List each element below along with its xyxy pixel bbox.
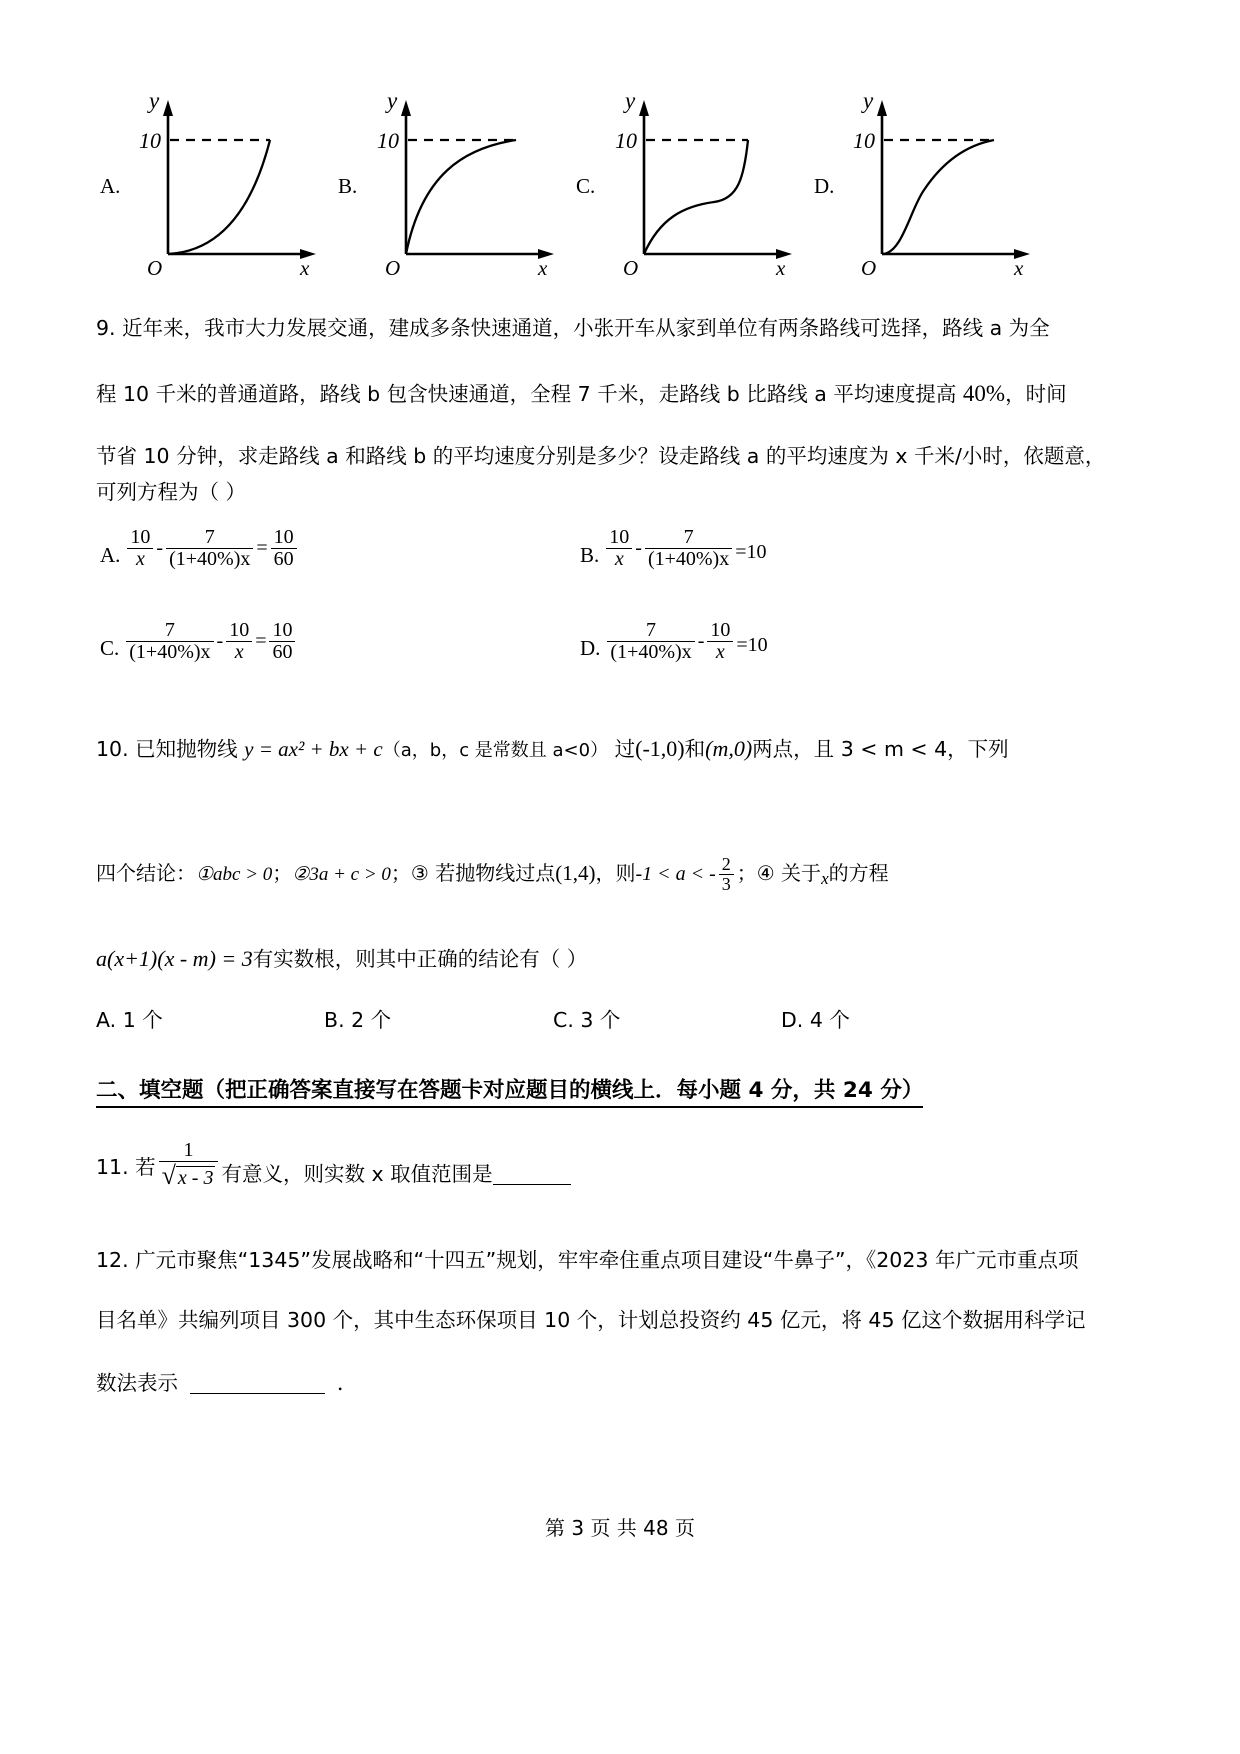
question10-conclusion-3-marker: ③ <box>410 860 429 885</box>
question10-conclusion-4-text: 关于 <box>774 860 822 885</box>
graph-option-a <box>96 78 334 278</box>
svg-text:x: x <box>776 256 786 278</box>
frac-denominator <box>159 1162 219 1189</box>
svg-text:y: y <box>625 88 636 113</box>
svg-text:x: x <box>300 256 310 278</box>
question9-option-c-rhs-frac <box>269 620 295 663</box>
svg-text:10: 10 <box>615 128 637 153</box>
question12-line3-lead: 数法表示 <box>96 1371 178 1395</box>
svg-text:10: 10 <box>853 128 875 153</box>
question11-lead: 11. 若 <box>96 1154 156 1179</box>
question9-option-b-frac1 <box>606 527 632 570</box>
question10-sep-2: ； <box>390 860 411 885</box>
svg-text:y: y <box>387 88 398 113</box>
question9-option-a-frac1 <box>127 527 153 570</box>
question9-option-d-frac2 <box>707 620 733 663</box>
frac-numerator: 10 <box>271 527 297 549</box>
frac-denominator: x <box>135 548 145 570</box>
graph-option-row <box>96 78 1096 278</box>
frac-denominator: (1+40%)x <box>129 641 211 663</box>
frac-numerator: 2 <box>719 855 734 875</box>
question9-option-d-operator: - <box>697 630 705 652</box>
frac-numerator: 1 <box>159 1140 219 1162</box>
question9-line2-text-b: ，时间 <box>1005 382 1067 406</box>
question10-point2: (m,0) <box>705 736 753 761</box>
frac-denominator: 60 <box>272 641 293 663</box>
question9-line4: 可列方程为（ ） <box>96 480 247 504</box>
svg-text:10: 10 <box>377 128 399 153</box>
question10-conclusion-3-point: (1,4) <box>555 860 596 885</box>
frac-numerator: 10 <box>127 527 153 549</box>
question10-conclusion-3-text: 若抛物线过点 <box>428 860 556 885</box>
question9-option-d-equals: = <box>736 634 748 656</box>
question10-formula: y = ax² + bx + c <box>244 737 383 761</box>
frac-denominator: (1+40%)x <box>169 548 251 570</box>
question9-line2 <box>96 382 1146 405</box>
question9-option-d-letter: D. <box>580 636 601 660</box>
frac-denominator: x <box>234 641 244 663</box>
question9-option-a-letter: A. <box>100 543 121 567</box>
question10-answer-b[interactable]: B. 2 个 <box>324 1008 392 1032</box>
graph-option-b <box>334 78 572 278</box>
question10-answer-d[interactable]: D. 4 个 <box>781 1008 850 1032</box>
question10-line3-formula: a(x+1)(x - m) = 3 <box>96 946 253 971</box>
question10-sep-3: ； <box>736 860 757 885</box>
question10-line2 <box>96 855 1146 894</box>
frac-numerator: 7 <box>645 527 732 549</box>
svg-text:O: O <box>861 256 877 278</box>
graph-c-svg <box>598 78 798 278</box>
question9-option-c-frac2 <box>226 620 252 663</box>
svg-text:O: O <box>385 256 401 278</box>
svg-text:O: O <box>623 256 639 278</box>
question9-option-a[interactable] <box>100 527 300 570</box>
question12-line1: 12. 广元市聚焦“1345”发展战略和“十四五”规划，牢牢牵住重点项目建设“牛鼻子”，《2023 年广元市重点项 <box>96 1248 1079 1272</box>
question9-option-c-letter: C. <box>100 636 120 660</box>
question10-and: 和 <box>684 737 706 761</box>
frac-denominator: 60 <box>273 548 294 570</box>
svg-text:10: 10 <box>139 128 161 153</box>
question11-fraction <box>159 1140 219 1189</box>
question10-conclusion-3-then: ，则 <box>595 860 636 885</box>
question9-option-c-equals: = <box>255 630 267 652</box>
svg-text:x: x <box>1014 256 1024 278</box>
question9-line3: 节省 10 分钟，求走路线 a 和路线 b 的平均速度分别是多少？设走路线 a 的平均速度为 x 千米/小时，依题意， <box>96 444 1106 468</box>
question10-conclusion-3-fraction <box>719 855 734 894</box>
question10-line2-lead: 四个结论： <box>96 860 196 885</box>
svg-text:y: y <box>149 88 160 113</box>
question9-option-d-rhs <box>736 634 767 657</box>
question10-line3 <box>96 948 1146 970</box>
question10-answer-c[interactable]: C. 3 个 <box>553 1008 621 1032</box>
graph-d-svg <box>836 78 1036 278</box>
question9-option-d-rhs-value: 10 <box>747 634 768 656</box>
frac-numerator: 10 <box>707 620 733 642</box>
question9-percent-value: 40% <box>962 381 1006 406</box>
sqrt-radicand: x - 3 <box>177 1167 214 1189</box>
question9-option-d[interactable] <box>580 620 768 663</box>
question11-tail: 有意义，则实数 x 取值范围是 <box>221 1162 493 1187</box>
graph-option-d-label: D. <box>814 174 835 198</box>
frac-denominator: x <box>715 641 725 663</box>
question11 <box>96 1140 571 1189</box>
question12-line3 <box>96 1372 1146 1394</box>
question9-option-b-letter: B. <box>580 543 600 567</box>
question9-option-c[interactable] <box>100 620 298 663</box>
graph-b-svg <box>360 78 560 278</box>
question9-option-b-equals: = <box>735 541 747 563</box>
question12-line2: 目名单》共编列项目 300 个，其中生态环保项目 10 个，计划总投资约 45 亿元，将 45 亿这个数据用科学记 <box>96 1308 1086 1332</box>
frac-denominator: (1+40%)x <box>647 548 730 570</box>
question9-option-d-frac1 <box>607 620 694 663</box>
question9-option-c-operator: - <box>216 630 224 652</box>
sqrt-icon <box>162 1162 216 1189</box>
svg-text:y: y <box>863 88 874 113</box>
frac-numerator: 10 <box>606 527 632 549</box>
question12-answer-blank[interactable] <box>190 1372 325 1394</box>
question9-line1: 9. 近年来，我市大力发展交通，建成多条快速通道，小张开车从家到单位有两条路线可选择，路线 a 为全 <box>96 316 1050 340</box>
graph-a-svg <box>122 78 322 278</box>
frac-denominator: 3 <box>721 873 731 894</box>
question9-option-b[interactable] <box>580 527 766 570</box>
question9-option-a-equals: = <box>256 537 268 559</box>
question9-option-b-rhs-value: 10 <box>746 541 767 563</box>
question9-option-a-frac2 <box>166 527 253 570</box>
radical-symbol: √ <box>161 1161 176 1190</box>
question9-option-a-operator: - <box>156 537 164 559</box>
question10-mid: 过 <box>608 737 636 761</box>
svg-text:O: O <box>147 256 163 278</box>
question10-conclusion-4-marker: ④ <box>756 860 775 885</box>
question9-option-b-operator: - <box>635 537 642 559</box>
question9-option-c-frac1 <box>126 620 213 663</box>
question10-after-points: 两点，且 3 < m < 4，下列 <box>752 737 1009 761</box>
question10-conclusion-4-tail: 的方程 <box>828 860 889 885</box>
frac-denominator: x <box>614 548 624 570</box>
graph-option-c-label: C. <box>576 174 596 198</box>
svg-text:x: x <box>538 256 548 278</box>
graph-option-b-label: B. <box>338 174 358 198</box>
question9-option-b-rhs <box>735 541 766 564</box>
question9-option-b-frac2 <box>645 527 732 570</box>
graph-option-a-label: A. <box>100 174 121 198</box>
question9-line2-text-a: 程 10 千米的普通道路，路线 b 包含快速通道，全程 7 千米，走路线 b 比路线 a 平均速度提高 <box>96 382 963 406</box>
question11-answer-blank[interactable] <box>493 1164 571 1186</box>
graph-option-c <box>572 78 810 278</box>
page-footer: 第 3 页 共 48 页 <box>545 1516 695 1540</box>
question10-conclusion-2: ②3a + c > 0 <box>292 863 391 885</box>
question10-answer-a[interactable]: A. 1 个 <box>96 1008 163 1032</box>
question10-condition: （a，b，c 是常数且 a<0） <box>382 740 609 761</box>
question10-line3-text: 有实数根，则其中正确的结论有（ ） <box>252 947 588 971</box>
graph-option-d <box>810 78 1048 278</box>
question10-point1: (-1,0) <box>635 736 685 761</box>
question10-conclusion-4-variable: x <box>821 868 829 888</box>
section-2-heading: 二、填空题（把正确答案直接写在答题卡对应题目的横线上．每小题 4 分，共 24 分） <box>96 1073 923 1108</box>
question9-option-a-rhs-frac <box>271 527 297 570</box>
frac-numerator: 10 <box>269 620 295 642</box>
frac-numerator: 10 <box>226 620 252 642</box>
question10-lead: 10. 已知抛物线 <box>96 737 245 761</box>
frac-denominator: (1+40%)x <box>610 641 692 663</box>
question10-line1 <box>96 738 1146 760</box>
frac-numerator: 7 <box>126 620 213 642</box>
question12-line3-tail: ． <box>337 1371 358 1395</box>
question10-conclusion-3-inequality: -1 < a < - <box>635 862 716 885</box>
frac-numerator: 7 <box>607 620 694 642</box>
question10-conclusion-1: ①abc > 0 <box>196 863 273 885</box>
frac-numerator: 7 <box>166 527 253 549</box>
question10-sep-1: ； <box>272 860 293 885</box>
